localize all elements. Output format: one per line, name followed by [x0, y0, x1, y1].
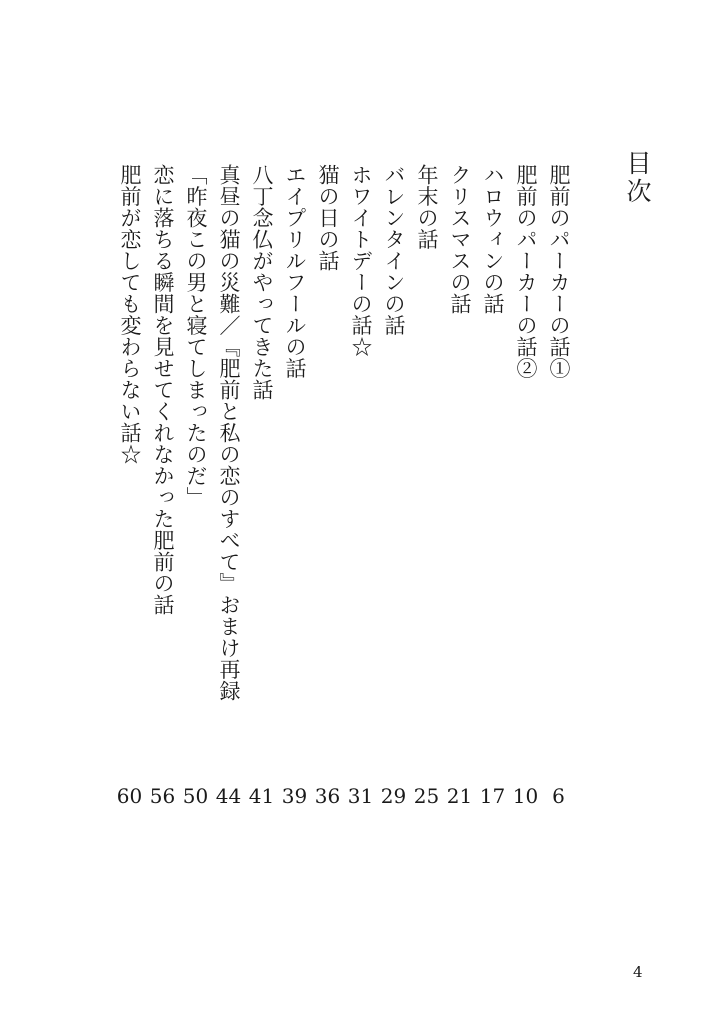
toc-entry: [379, 164, 408, 824]
toc-entry: [148, 164, 177, 824]
toc-entry-title: 肥前が恋しても変わらない話☆: [118, 164, 142, 465]
toc-entry-title: 「昨夜この男と寝てしまったのだ」: [184, 164, 208, 508]
toc-entry-title: バレンタインの話: [382, 164, 406, 336]
toc-entry: [313, 164, 342, 824]
toc-entry-page: 44: [215, 784, 242, 808]
toc-entry-title: 八丁念仏がやってきた話: [250, 164, 274, 401]
toc-entry-title: ホワイトデーの話☆: [349, 164, 373, 358]
toc-entry: [115, 164, 144, 824]
toc-entry-page: 39: [281, 784, 308, 808]
toc-entry-page: 10: [512, 784, 539, 808]
toc-entry-page: 36: [314, 784, 341, 808]
toc-entry-title: 肥前のパーカーの話①: [547, 164, 571, 379]
toc-entry-title: 年末の話: [415, 164, 439, 250]
toc-entry-page: 41: [248, 784, 275, 808]
toc-entries: [115, 164, 573, 824]
toc-entry-page: 60: [116, 784, 143, 808]
toc-entry: [412, 164, 441, 824]
toc-entry: [511, 164, 540, 824]
toc-entry-page: 50: [182, 784, 209, 808]
toc-entry-page: 31: [347, 784, 374, 808]
toc-entry-title: エイプリルフールの話: [283, 164, 307, 379]
page-number: 4: [633, 963, 643, 981]
toc-entry-page: 6: [552, 784, 565, 808]
toc-entry-page: 17: [479, 784, 506, 808]
toc-entry-title: 猫の日の話: [316, 164, 340, 272]
toc-entry-title: クリスマスの話: [448, 164, 472, 315]
toc-entry-page: 56: [149, 784, 176, 808]
toc-entry: [214, 164, 243, 824]
toc-entry-title: 肥前のパーカーの話②: [514, 164, 538, 379]
toc-entry: [478, 164, 507, 824]
toc-entry-title: 恋に落ちる瞬間を見せてくれなかった肥前の話: [151, 164, 175, 616]
toc-entry-page: 29: [380, 784, 407, 808]
toc-entry: [445, 164, 474, 824]
toc-title: 目次: [623, 150, 652, 206]
toc-entry: [346, 164, 375, 824]
toc-entry-title: 真昼の猫の災難／『肥前と私の恋のすべて』おまけ再録: [217, 164, 241, 702]
toc-entry: [280, 164, 309, 824]
toc-entry-page: 21: [446, 784, 473, 808]
toc-entry-page: 25: [413, 784, 440, 808]
toc-entry: [247, 164, 276, 824]
toc-entry: [544, 164, 573, 824]
toc-entry-title: ハロウィンの話: [481, 164, 505, 315]
toc-entry: [181, 164, 210, 824]
